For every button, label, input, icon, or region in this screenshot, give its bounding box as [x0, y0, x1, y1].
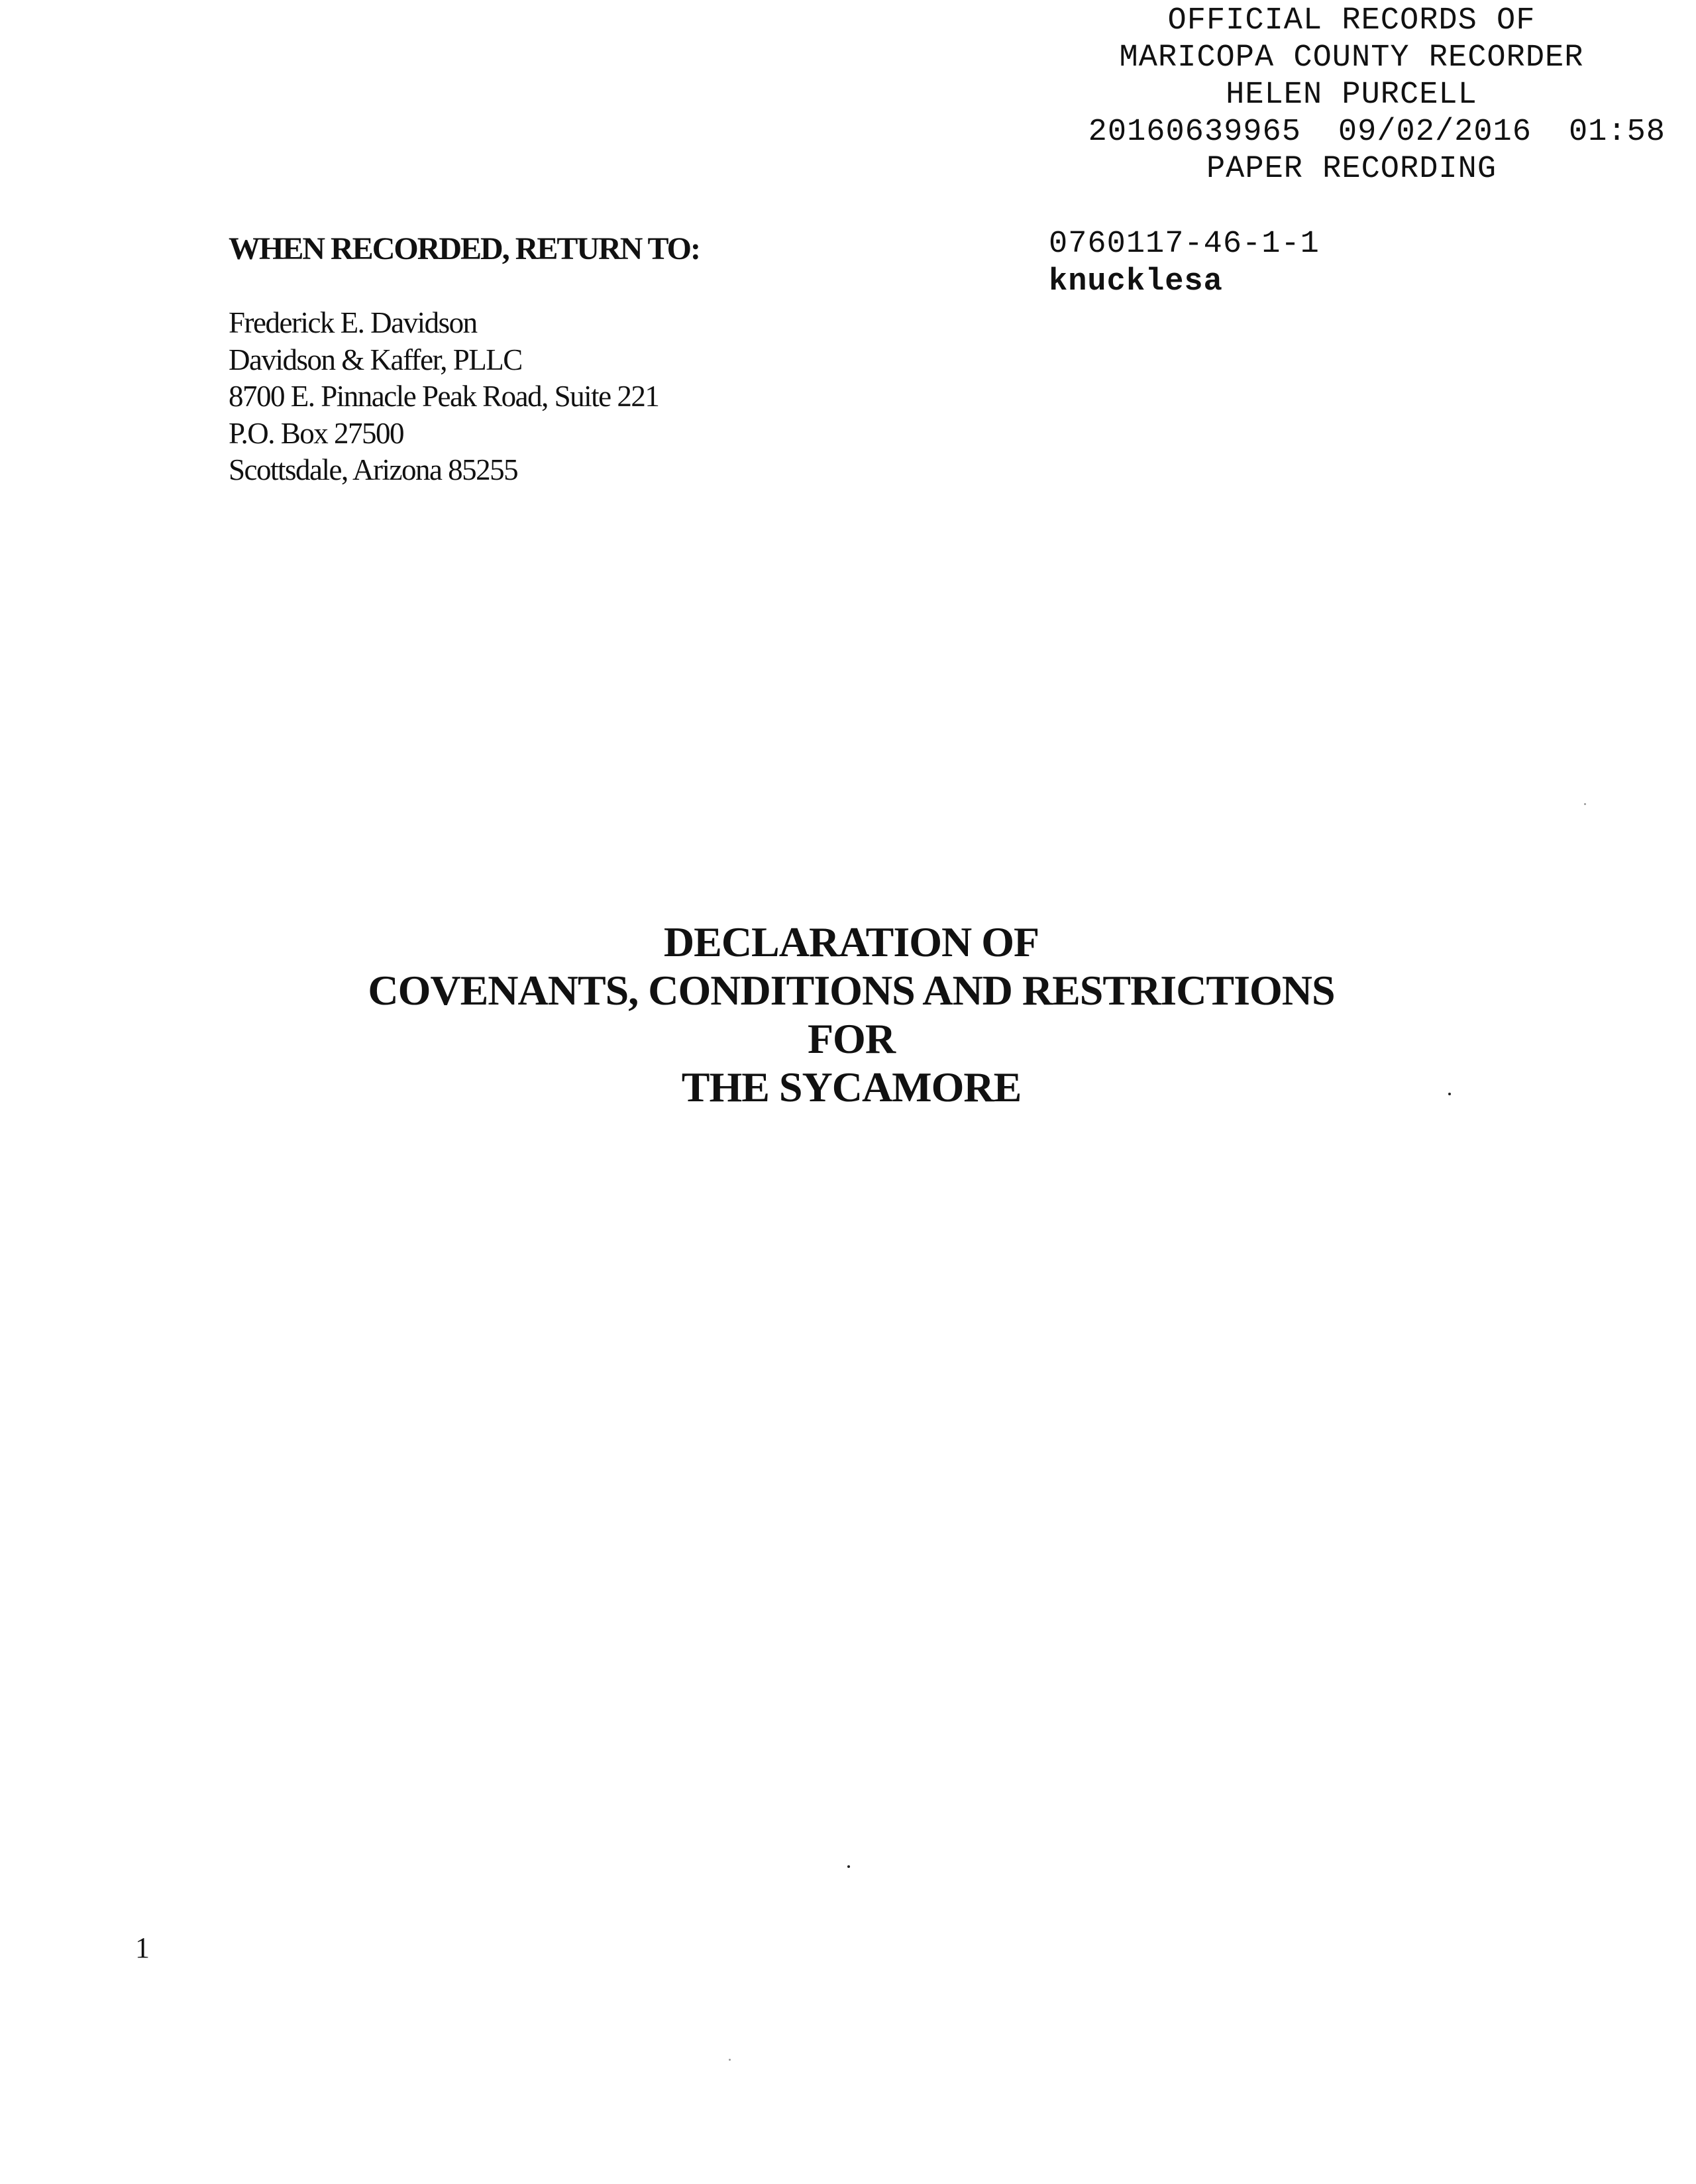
document-title — [0, 918, 1696, 1111]
address-line-street: 8700 E. Pinnacle Peak Road, Suite 221 — [229, 380, 659, 413]
stamp-line-recording-info — [1034, 114, 1670, 151]
title-line-covenants: COVENANTS, CONDITIONS AND RESTRICTIONS — [368, 967, 1335, 1014]
address-line-po-box: P.O. Box 27500 — [229, 416, 404, 450]
recording-time: 01:58 — [1568, 115, 1666, 150]
stamp-line-county-recorder: MARICOPA COUNTY RECORDER — [1119, 40, 1584, 76]
title-line-for: FOR — [807, 1015, 896, 1062]
scan-speck — [1448, 1093, 1451, 1095]
scan-speck — [847, 1865, 850, 1868]
stamp-line-recorder-name: HELEN PURCELL — [1226, 78, 1477, 113]
stamp-line-official-records: OFFICIAL RECORDS OF — [1167, 3, 1536, 38]
title-line-declaration: DECLARATION OF — [663, 918, 1039, 965]
return-to-address — [229, 305, 659, 489]
stamp-line-paper-recording: PAPER RECORDING — [1206, 152, 1497, 187]
recorder-stamp — [1034, 3, 1670, 188]
clerk-id: knucklesa — [1049, 264, 1223, 300]
page-number: 1 — [135, 1932, 150, 1964]
return-to-heading: WHEN RECORDED, RETURN TO: — [229, 231, 700, 266]
document-reference — [1049, 225, 1320, 301]
address-line-city: Scottsdale, Arizona 85255 — [229, 453, 518, 486]
title-line-sycamore: THE SYCAMORE — [681, 1064, 1022, 1111]
recording-number: 20160639965 — [1088, 115, 1301, 150]
document-id: 0760117-46-1-1 — [1049, 227, 1320, 262]
scan-speck — [1584, 803, 1586, 805]
recording-date: 09/02/2016 — [1338, 115, 1532, 150]
address-line-firm: Davidson & Kaffer, PLLC — [229, 343, 522, 376]
address-line-name: Frederick E. Davidson — [229, 306, 477, 339]
scan-speck — [729, 2059, 731, 2061]
